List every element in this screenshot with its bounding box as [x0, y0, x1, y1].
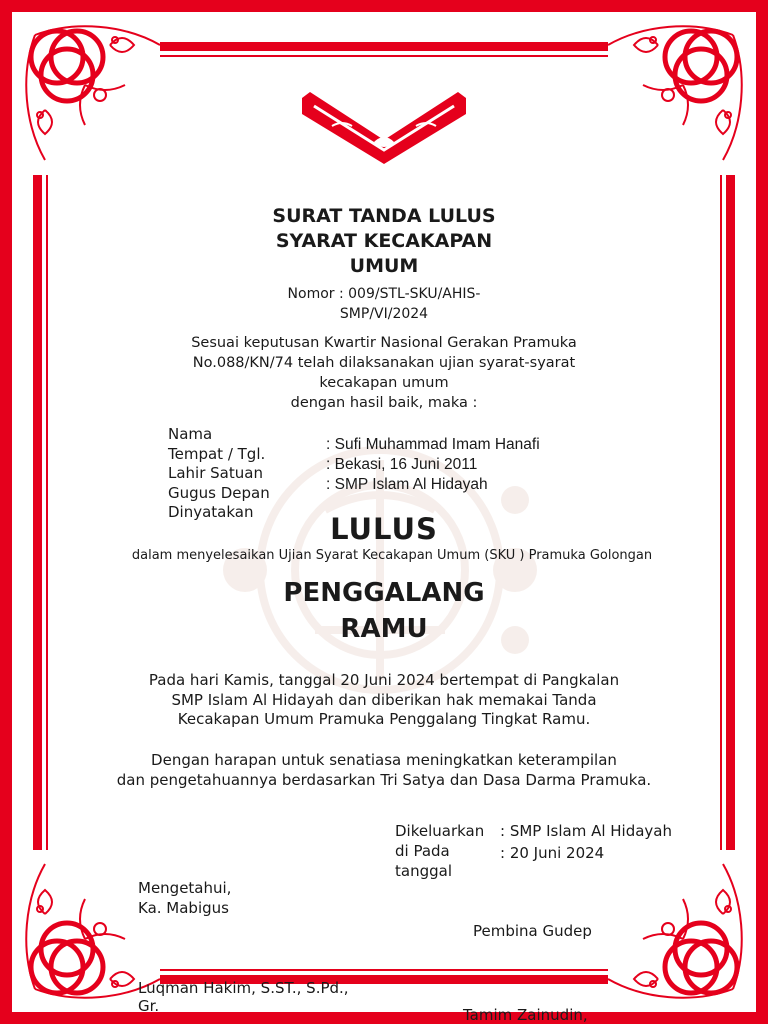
signature-left-title: [138, 878, 231, 918]
paragraph-1-line-1: Pada hari Kamis, tanggal 20 Juni 2024 bertempat di Pangkalan: [148, 671, 620, 689]
paragraph-2-line-1: Dengan harapan untuk senatiasa meningkatkan keterampilan: [151, 751, 617, 769]
title-line-2: SYARAT KECAKAPAN: [275, 230, 493, 252]
issued-labels: [395, 821, 484, 881]
label-di-pada: di Pada: [395, 842, 450, 860]
label-tanggal: tanggal: [395, 862, 452, 880]
field-labels: [168, 425, 270, 523]
paragraph-2-line-2: dan pengetahuannya berdasarkan Tri Satya dan Dasa Darma Pramuka.: [116, 770, 652, 789]
value-tempat-tgl-lahir: : Bekasi, 16 Juni 2011: [326, 456, 478, 473]
intro-line-1: Sesuai keputusan Kwartir Nasional Gerakan Pramuka: [191, 335, 577, 351]
label-tempat-tgl: Tempat / Tgl.: [168, 444, 266, 463]
label-nama: Nama: [168, 425, 213, 443]
value-issued-place: : SMP Islam Al Hidayah: [500, 822, 673, 840]
signature-left-name: [138, 979, 349, 1015]
signature-right-name: Tamim Zainudin,: [463, 1006, 588, 1024]
value-nama: : Sufi Muhammad Imam Hanafi: [326, 436, 540, 453]
issued-values: [500, 821, 672, 863]
corner-ornament-top-left: [15, 15, 165, 165]
title-line-3: UMUM: [349, 255, 419, 277]
result-subtitle: dalam menyelesaikan Ujian Syarat Kecakapan Umum (SKU ) Pramuka Golongan: [131, 548, 653, 563]
nomor-line-1: Nomor : 009/STL-SKU/AHIS-: [287, 286, 481, 302]
certificate-number: [0, 284, 768, 324]
signature-left-name-line-1: Luqman Hakim, S.ST., S.Pd.,: [138, 979, 349, 997]
golongan-title: [0, 575, 768, 647]
paragraph-1-line-2: SMP Islam Al Hidayah dan diberikan hak memakai Tanda: [171, 690, 597, 709]
golongan-line-1: PENGGALANG: [283, 578, 485, 608]
value-satuan: : SMP Islam Al Hidayah: [326, 476, 488, 493]
field-values: [326, 435, 540, 495]
certificate-title: [0, 204, 768, 279]
top-border-line: [160, 55, 608, 57]
title-line-1: SURAT TANDA LULUS: [272, 205, 496, 227]
top-border-bar: [160, 42, 608, 51]
label-dinyatakan: Dinyatakan: [168, 503, 254, 521]
bottom-border-line: [160, 969, 608, 971]
label-dikeluarkan: Dikeluarkan: [395, 822, 485, 840]
label-gugus-depan: Gugus Depan: [168, 483, 270, 502]
signature-right-title: Pembina Gudep: [473, 922, 592, 940]
signature-left-line-2: Ka. Mabigus: [138, 899, 229, 917]
intro-text: [0, 333, 768, 413]
paragraph-1-line-3: Kecakapan Umum Pramuka Penggalang Tingkat Ramu.: [177, 710, 591, 728]
paragraph-2: [0, 751, 768, 790]
value-issued-date: : 20 Juni 2024: [500, 844, 605, 862]
golongan-line-2: RAMU: [340, 614, 428, 644]
corner-ornament-top-right: [603, 15, 753, 165]
signature-left-name-line-2: Gr.: [138, 997, 160, 1015]
label-lahir-satuan: Lahir Satuan: [168, 464, 263, 482]
corner-ornament-bottom-right: [603, 859, 753, 1009]
signature-left-line-1: Mengetahui,: [138, 879, 232, 897]
result-status: LULUS: [330, 512, 438, 546]
paragraph-1: [0, 671, 768, 730]
intro-line-3: kecakapan umum: [319, 375, 449, 391]
intro-line-4: dengan hasil baik, maka :: [290, 395, 478, 411]
intro-line-2: No.088/KN/74 telah dilaksanakan ujian syarat-syarat: [192, 355, 576, 371]
rank-chevron-emblem-icon: [302, 92, 466, 164]
nomor-line-2: SMP/VI/2024: [339, 306, 429, 322]
